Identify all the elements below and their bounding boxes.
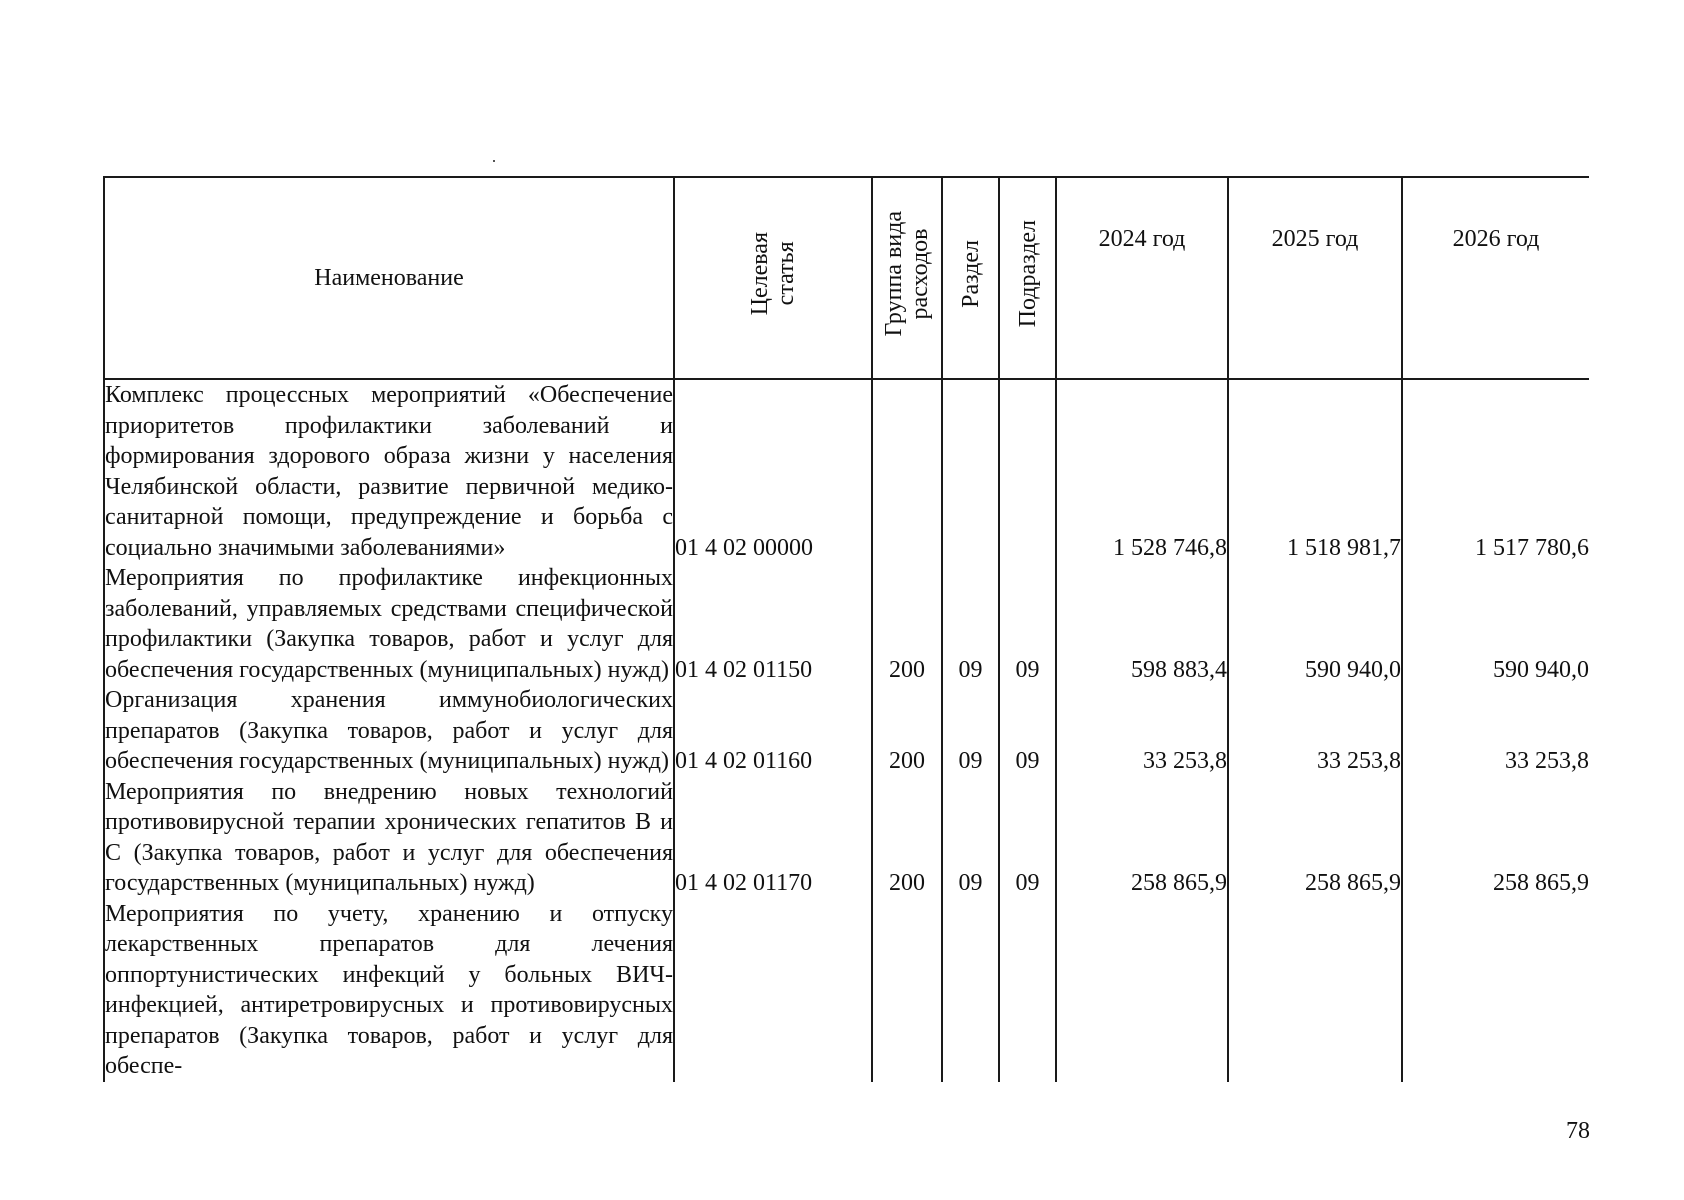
row-section: 09: [942, 563, 999, 685]
row-amount-2024: 1 528 746,8: [1056, 379, 1228, 563]
row-subsection: [999, 899, 1056, 1082]
row-amount-2024: 258 865,9: [1056, 777, 1228, 899]
row-target-item: 01 4 02 01170: [674, 777, 872, 899]
row-expense-group: 200: [872, 685, 942, 777]
header-year-2024-label: 2024 год: [1098, 226, 1186, 252]
row-amount-2024: 33 253,8: [1056, 685, 1228, 777]
row-subsection: 09: [999, 777, 1056, 899]
row-expense-group: 200: [872, 563, 942, 685]
table-row: [104, 379, 1589, 563]
header-year-2025-label: 2025 год: [1271, 226, 1359, 252]
row-section: 09: [942, 777, 999, 899]
row-amount-2026: 1 517 780,6: [1402, 379, 1589, 563]
table-row: [104, 685, 1589, 777]
row-amount-2026: 590 940,0: [1402, 563, 1589, 685]
row-subsection: 09: [999, 563, 1056, 685]
table-row: [104, 777, 1589, 899]
budget-table: [103, 176, 1589, 1082]
row-amount-2025: [1228, 899, 1402, 1082]
row-section: [942, 899, 999, 1082]
row-expense-group: [872, 379, 942, 563]
row-amount-2024: [1056, 899, 1228, 1082]
row-target-item: 01 4 02 01150: [674, 563, 872, 685]
row-section: 09: [942, 685, 999, 777]
header-section-label: Раздел: [957, 239, 984, 308]
row-subsection: [999, 379, 1056, 563]
row-amount-2025: 590 940,0: [1228, 563, 1402, 685]
header-year-2026: [1402, 177, 1589, 379]
row-name: Мероприятия по профилактике инфекционных заболеваний, управляемых средствами специфической профилактики (Закупка товаров, работ и услуг для обеспечения государственных (муниципальных) нужд): [104, 563, 674, 685]
row-amount-2025: 1 518 981,7: [1228, 379, 1402, 563]
row-amount-2025: 33 253,8: [1228, 685, 1402, 777]
header-subsection-label: Подраздел: [1014, 220, 1041, 328]
row-name: Комплекс процессных мероприятий «Обеспечение приоритетов профилактики заболеваний и формирования здорового образа жизни у населения Челябинской области, развитие первичной медико-санитарной помощи, предупреждение и борьба с социально значимыми заболеваниями»: [104, 379, 674, 563]
header-subsection: [999, 177, 1056, 379]
header-name: [104, 177, 674, 379]
header-year-2024: [1056, 177, 1228, 379]
header-name-label: Наименование: [314, 264, 464, 291]
row-expense-group: 200: [872, 777, 942, 899]
table-header-row: [104, 177, 1589, 379]
header-target-item-label: Целевая статья: [747, 232, 799, 316]
page-number: 78: [1566, 1118, 1590, 1144]
row-name: Организация хранения иммунобиологических препаратов (Закупка товаров, работ и услуг для обеспечения государственных (муниципальных) нужд): [104, 685, 674, 777]
header-year-2025: [1228, 177, 1402, 379]
table-row: [104, 899, 1589, 1082]
header-target-item: [674, 177, 872, 379]
header-expense-group-label: Группа вида расходов: [881, 211, 933, 337]
row-target-item: 01 4 02 00000: [674, 379, 872, 563]
header-year-2026-label: 2026 год: [1452, 226, 1540, 252]
row-name: Мероприятия по внедрению новых технологий противовирусной терапии хронических гепатитов В и С (Закупка товаров, работ и услуг для обеспечения государственных (муниципальных) нужд): [104, 777, 674, 899]
row-name: Мероприятия по учету, хранению и отпуску лекарственных препаратов для лечения оппортунистических инфекций у больных ВИЧ-инфекцией, антиретровирусных и противовирусных препаратов (Закупка товаров, работ и услуг для обеспе-: [104, 899, 674, 1082]
row-amount-2025: 258 865,9: [1228, 777, 1402, 899]
row-amount-2026: 258 865,9: [1402, 777, 1589, 899]
row-amount-2024: 598 883,4: [1056, 563, 1228, 685]
row-amount-2026: 33 253,8: [1402, 685, 1589, 777]
row-target-item: [674, 899, 872, 1082]
row-subsection: 09: [999, 685, 1056, 777]
table-row: [104, 563, 1589, 685]
row-target-item: 01 4 02 01160: [674, 685, 872, 777]
header-section: [942, 177, 999, 379]
row-amount-2026: [1402, 899, 1589, 1082]
header-expense-group: [872, 177, 942, 379]
row-section: [942, 379, 999, 563]
budget-table-container: [103, 176, 1589, 1100]
row-expense-group: [872, 899, 942, 1082]
scan-speck: [493, 160, 495, 162]
